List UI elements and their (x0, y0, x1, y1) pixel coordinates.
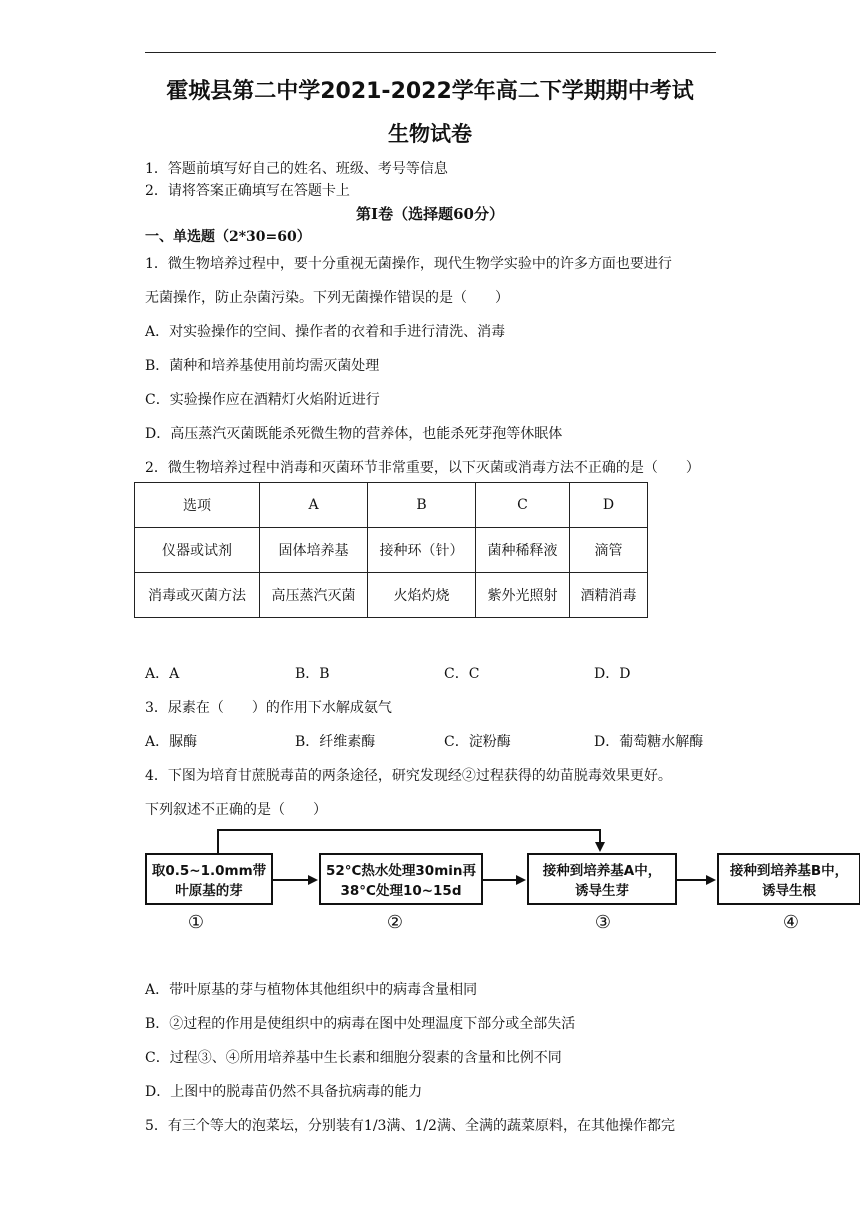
q4-option-a: A．带叶原基的芽与植物体其他组织中的病毒含量相同 (145, 982, 478, 998)
flow-box-4-line1: 接种到培养基B中， (729, 863, 849, 879)
q3-option-c: C．淀粉酶 (444, 734, 511, 750)
q3-option-a: A．脲酶 (145, 734, 198, 750)
table-cell: A (260, 483, 368, 528)
flow-num-2: ② (386, 912, 404, 933)
flow-box-1-line1: 取0.5~1.0mm带 (151, 863, 267, 879)
flow-box-3-line2: 诱导生芽 (575, 883, 629, 899)
q1-option-a: A．对实验操作的空间、操作者的衣着和手进行清洗、消毒 (145, 324, 506, 340)
q1-option-c: C．实验操作应在酒精灯火焰附近进行 (145, 392, 380, 408)
q4-option-c: C．过程③、④所用培养基中生长素和细胞分裂素的含量和比例不同 (145, 1050, 562, 1066)
q1-stem-line1: 1．微生物培养过程中，要十分重视无菌操作，现代生物学实验中的许多方面也要进行 (145, 256, 672, 272)
q3-stem: 3．尿素在（ ）的作用下水解成氨气 (145, 700, 392, 716)
q2-stem: 2．微生物培养过程中消毒和灭菌环节非常重要，以下灭菌或消毒方法不正确的是（ ） (145, 460, 700, 476)
q4-option-d: D．上图中的脱毒苗仍然不具备抗病毒的能力 (145, 1084, 423, 1100)
table-cell: 酒精消毒 (570, 573, 648, 618)
flow-box-1-line2: 叶原基的芽 (175, 883, 243, 899)
q2-option-c: C．C (444, 666, 480, 682)
table-cell: 火焰灼烧 (368, 573, 476, 618)
flow-num-1: ① (187, 912, 205, 933)
flow-box-2-line1: 52°C热水处理30min再 (325, 863, 477, 879)
table-cell: 接种环（针） (368, 528, 476, 573)
table-row (135, 573, 648, 618)
table-cell: C (476, 483, 570, 528)
table-row (135, 528, 648, 573)
q1-option-b: B．菌种和培养基使用前均需灭菌处理 (145, 358, 380, 374)
q2-option-d: D．D (594, 666, 631, 682)
section-title: 一、单选题（2*30=60） (145, 229, 311, 245)
table-cell: 菌种稀释液 (476, 528, 570, 573)
q4-stem-line2: 下列叙述不正确的是（ ） (145, 802, 327, 818)
flow-num-4: ④ (782, 912, 800, 933)
flow-num-3: ③ (594, 912, 612, 933)
table-cell: 仪器或试剂 (135, 528, 260, 573)
q3-option-b: B．纤维素酶 (295, 734, 376, 750)
q5-stem: 5．有三个等大的泡菜坛，分别装有1/3满、1/2满、全满的蔬菜原料，在其他操作都完 (145, 1118, 675, 1134)
flow-box-2-line2: 38°C处理10~15d (340, 883, 462, 899)
exam-subtitle: 生物试卷 (388, 122, 472, 146)
table-cell: 选项 (135, 483, 260, 528)
q4-flow-diagram (130, 820, 860, 940)
q4-option-b: B．②过程的作用是使组织中的病毒在图中处理温度下部分或全部失活 (145, 1016, 576, 1032)
flow-box-4-line2: 诱导生根 (762, 883, 816, 899)
q2-option-b: B．B (295, 666, 330, 682)
table-row (135, 483, 648, 528)
q2-table (134, 482, 648, 618)
table-cell: 紫外光照射 (476, 573, 570, 618)
q1-option-d: D．高压蒸汽灭菌既能杀死微生物的营养体，也能杀死芽孢等休眠体 (145, 426, 563, 442)
q2-option-a: A．A (145, 666, 180, 682)
table-cell: D (570, 483, 648, 528)
part-title: 第I卷（选择题60分） (356, 205, 504, 223)
table-cell: 滴管 (570, 528, 648, 573)
table-cell: 消毒或灭菌方法 (135, 573, 260, 618)
flow-box-3-line1: 接种到培养基A中， (542, 863, 662, 879)
bypass-arrow (218, 830, 600, 854)
q1-stem-line2: 无菌操作，防止杂菌污染。下列无菌操作错误的是（ ） (145, 290, 509, 306)
table-cell: B (368, 483, 476, 528)
table-cell: 高压蒸汽灭菌 (260, 573, 368, 618)
instruction-2: 2．请将答案正确填写在答题卡上 (145, 183, 350, 199)
instruction-1: 1．答题前填写好自己的姓名、班级、考号等信息 (145, 161, 448, 177)
exam-title: 霍城县第二中学2021-2022学年高二下学期期中考试 (166, 79, 694, 104)
q3-option-d: D．葡萄糖水解酶 (594, 734, 704, 750)
header-rule (145, 52, 716, 53)
table-cell: 固体培养基 (260, 528, 368, 573)
q4-stem-line1: 4．下图为培育甘蔗脱毒苗的两条途径，研究发现经②过程获得的幼苗脱毒效果更好。 (145, 768, 672, 784)
